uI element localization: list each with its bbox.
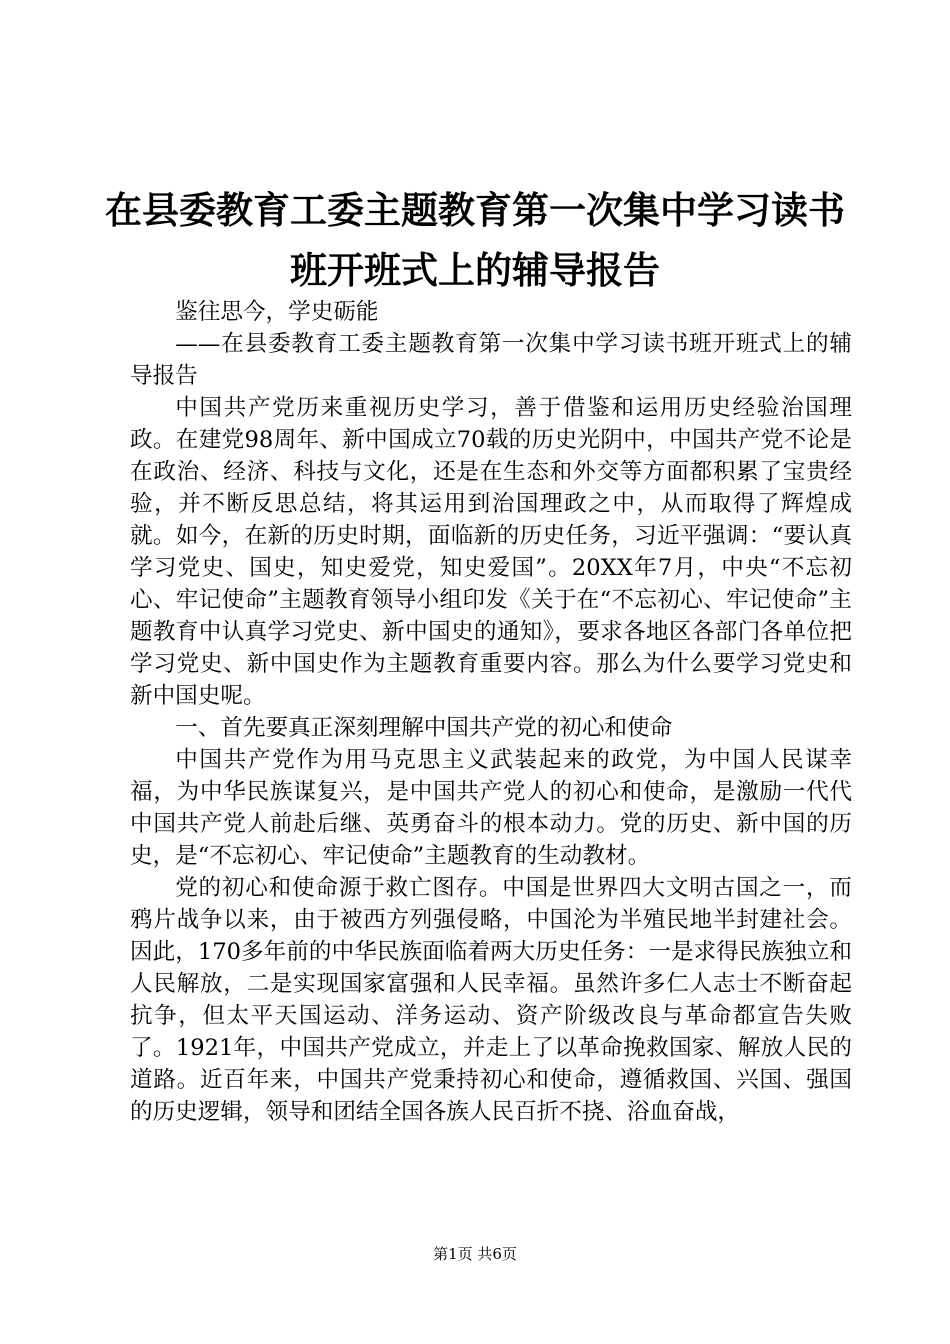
- page-footer: 第1页 共6页: [433, 1245, 517, 1263]
- paragraph: 中国共产党作为用马克思主义武装起来的政党，为中国人民谋幸福，为中华民族谋复兴，是中国共产党人的初心和使命，是激励一代代中国共产党人前赴后继、英勇奋斗的根本动力。党的历史、新中国的历史，是“不忘初心、牢记使命”主题教育的生动教材。: [130, 747, 852, 869]
- document-title-line2: 班开班式上的辅导报告: [290, 248, 660, 292]
- subtitle: 鉴往思今，学史砺能: [175, 299, 379, 325]
- document-title-line1: 在县委教育工委主题教育第一次集中学习读书: [105, 188, 845, 232]
- document-body: [130, 296, 852, 1128]
- section-heading: 一、首先要真正深刻理解中国共产党的初心和使命: [175, 715, 673, 741]
- subtitle-dash-line: ——在县委教育工委主题教育第一次集中学习读书班开班式上的辅导报告: [130, 331, 852, 389]
- paragraph: 中国共产党历来重视历史学习，善于借鉴和运用历史经验治国理政。在建党98周年、新中国成立70载的历史光阴中，中国共产党不论是在政治、经济、科技与文化，还是在生态和外交等方面都积累了宝贵经验，并不断反思总结，将其运用到治国理政之中，从而取得了辉煌成就。如今，在新的历史时期，面临新的历史任务，习近平强调：“要认真学习党史、国史，知史爱党，知史爱国”。20XX年7月，中央“不忘初心、牢记使命”主题教育领导小组印发《关于在“不忘初心、牢记使命”主题教育中认真学习党史、新中国史的通知》，要求各地区各部门各单位把学习党史、新中国史作为主题教育重要内容。那么为什么要学习党史和新中国史呢。: [130, 395, 852, 709]
- paragraph: 党的初心和使命源于救亡图存。中国是世界四大文明古国之一，而鸦片战争以来，由于被西方列强侵略，中国沦为半殖民地半封建社会。因此，170多年前的中华民族面临着两大历史任务：一是求得民族独立和人民解放，二是实现国家富强和人民幸福。虽然许多仁人志士不断奋起抗争，但太平天国运动、洋务运动、资产阶级改良与革命都宣告失败了。1921年，中国共产党成立，并走上了以革命挽救国家、解放人民的道路。近百年来，中国共产党秉持初心和使命，遵循救国、兴国、强国的历史逻辑，领导和团结全国各族人民百折不挠、浴血奋战，: [130, 875, 852, 1125]
